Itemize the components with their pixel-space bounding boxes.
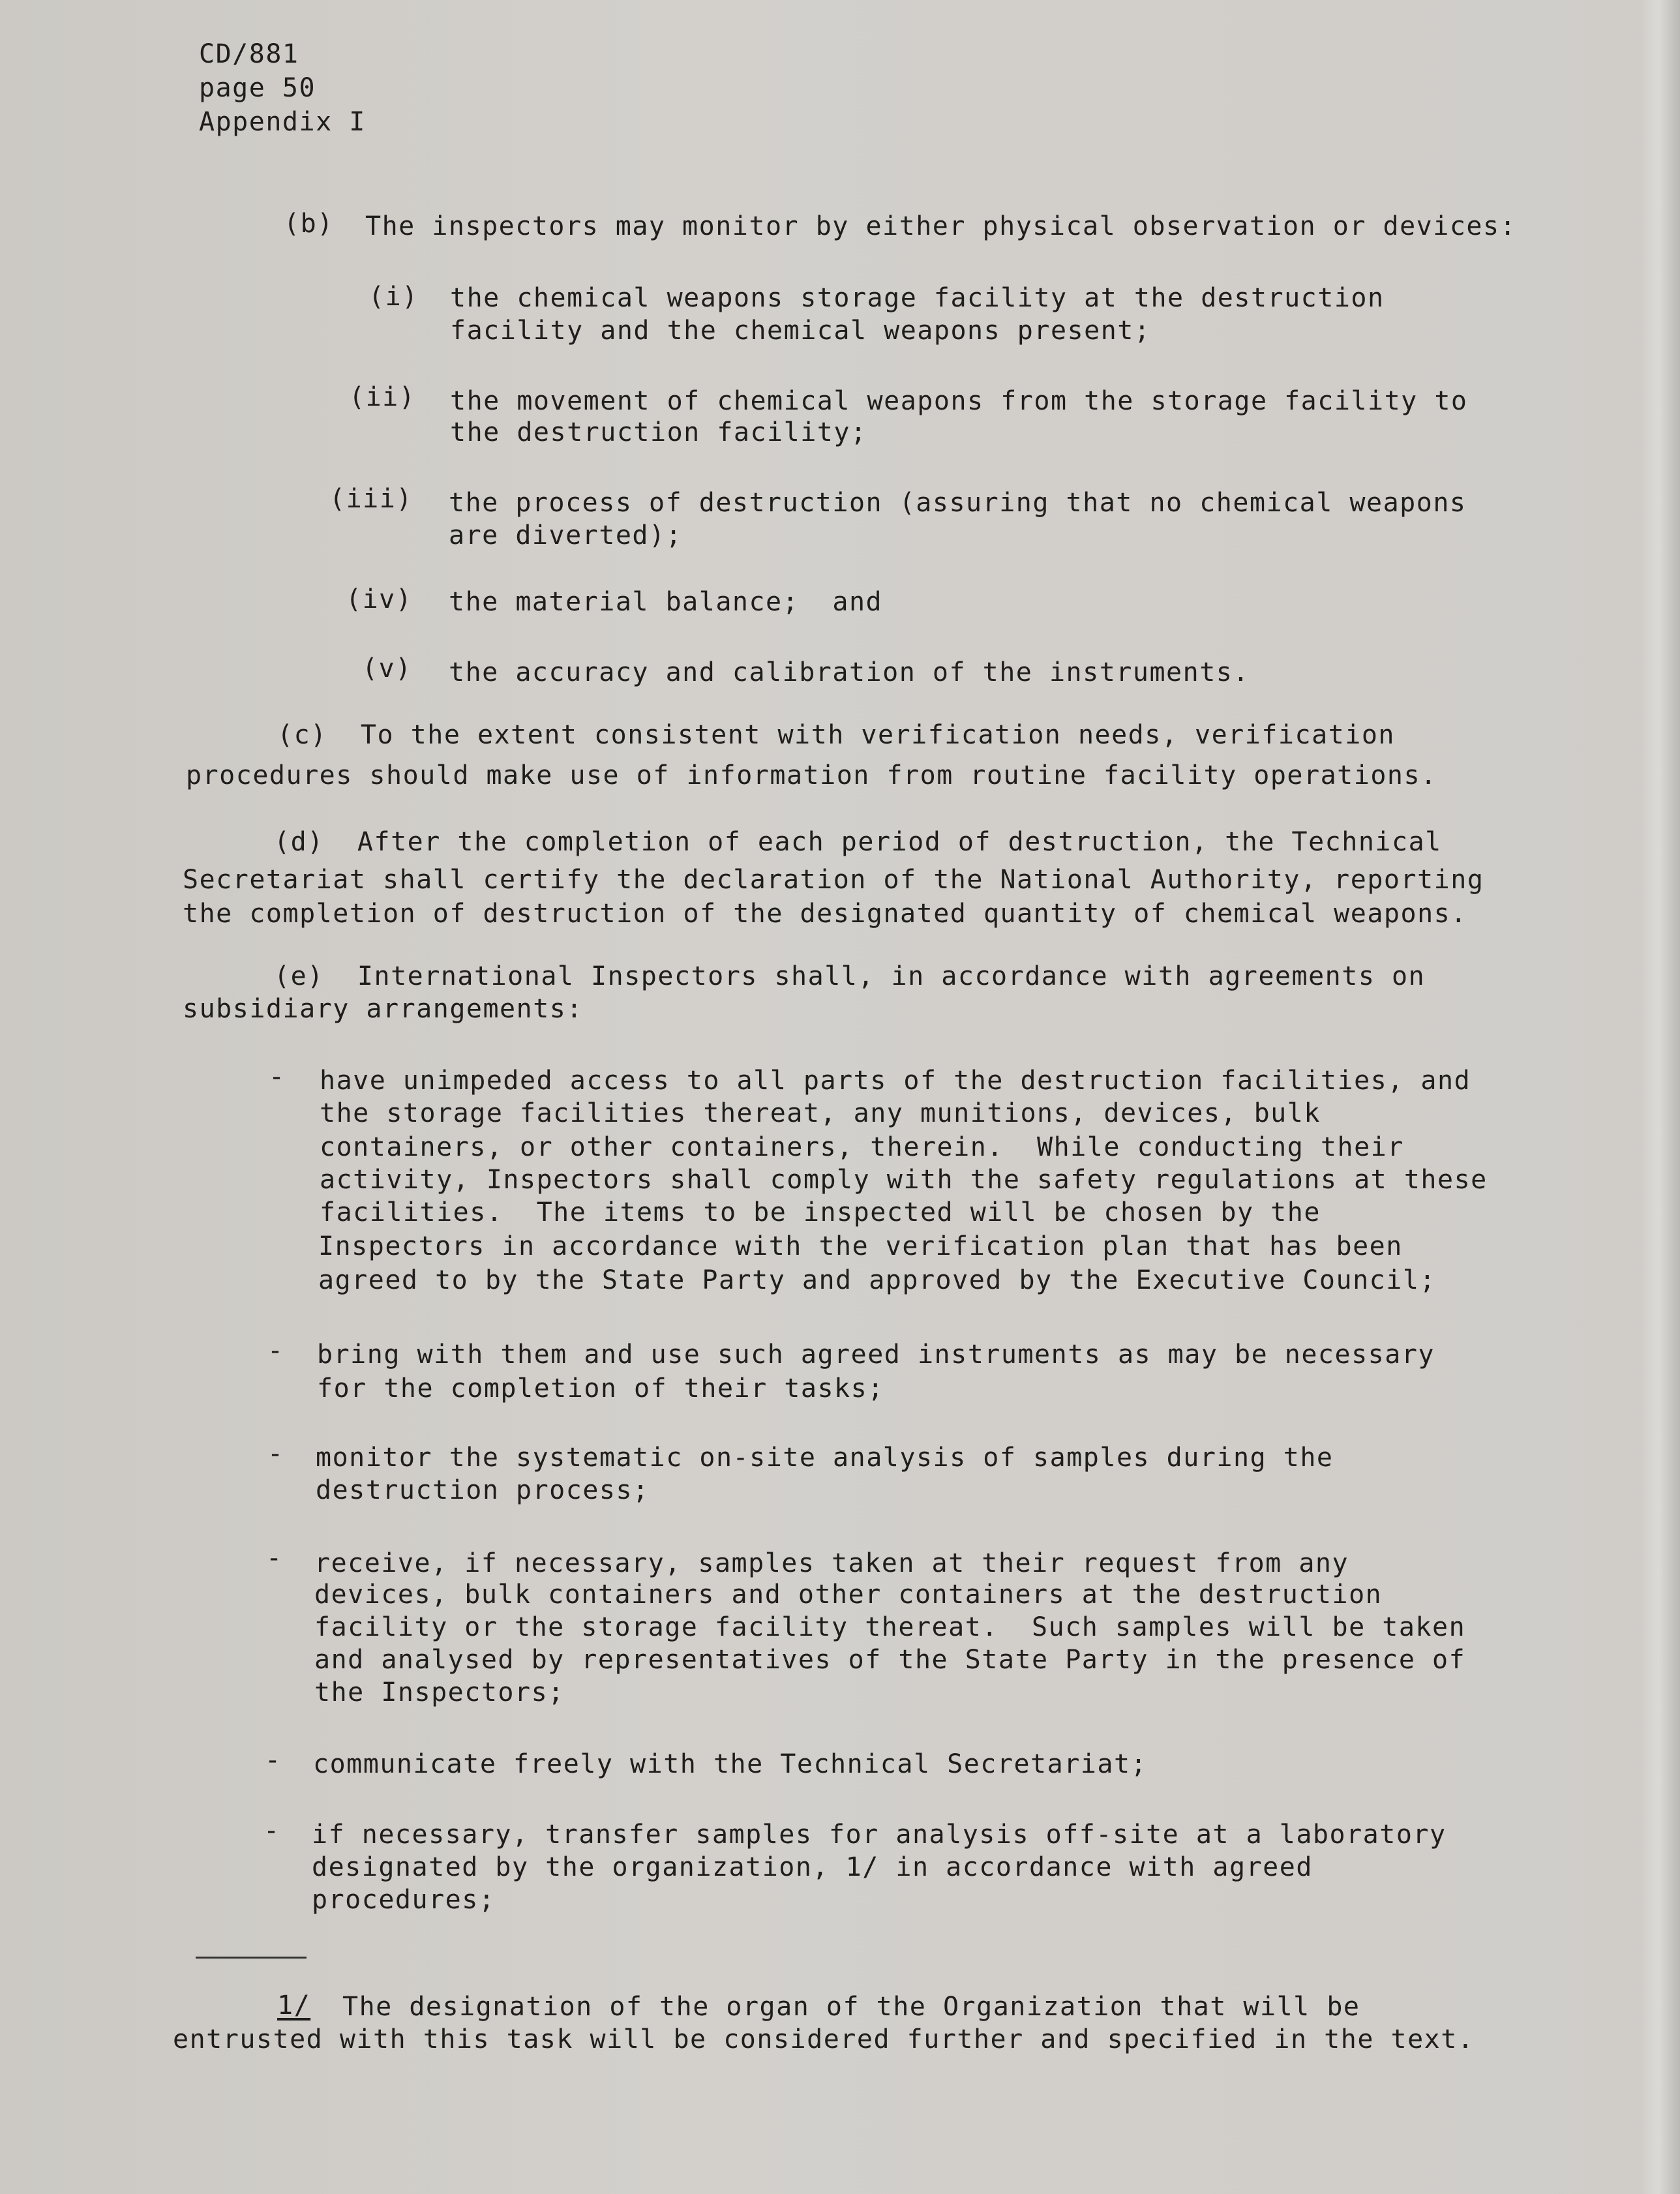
- bullet-line: communicate freely with the Technical Secretariat;: [313, 1749, 1148, 1779]
- bullet-dash: -: [266, 1543, 283, 1573]
- item-iv-line: the material balance; and: [449, 587, 883, 617]
- bullet-line: the Inspectors;: [314, 1677, 565, 1707]
- para-e-line: subsidiary arrangements:: [183, 994, 583, 1024]
- footnote-line: entrusted with this task will be considered further and specified in the text.: [173, 2024, 1475, 2054]
- page-edge-shading: [1641, 0, 1680, 2194]
- item-i-line: the chemical weapons storage facility at the destruction: [450, 283, 1385, 313]
- footnote-line: The designation of the organ of the Organization that will be: [342, 1992, 1360, 2022]
- para-c-line: (c) To the extent consistent with verification needs, verification: [277, 720, 1395, 750]
- bullet-line: receive, if necessary, samples taken at their request from any: [314, 1548, 1349, 1578]
- para-d-line: (d) After the completion of each period of destruction, the Technical: [274, 827, 1442, 857]
- item-i-num: (i): [368, 282, 419, 312]
- bullet-line: and analysed by representatives of the State Party in the presence of: [314, 1645, 1466, 1675]
- bullet-line: activity, Inspectors shall comply with the safety regulations at these: [320, 1165, 1488, 1195]
- bullet-line: Inspectors in accordance with the verification plan that has been: [318, 1231, 1403, 1261]
- bullet-line: if necessary, transfer samples for analysis off-site at a laboratory: [312, 1820, 1447, 1850]
- doc-number: CD/881: [199, 39, 299, 69]
- para-d-line: the completion of destruction of the designated quantity of chemical weapons.: [183, 899, 1467, 929]
- bullet-line: facility or the storage facility thereat. Such samples will be taken: [314, 1612, 1466, 1642]
- item-ii-num: (ii): [349, 382, 416, 412]
- footnote-marker: 1/: [277, 1991, 311, 2021]
- bullet-line: have unimpeded access to all parts of the destruction facilities, and: [320, 1066, 1471, 1096]
- bullet-line: destruction process;: [316, 1475, 650, 1505]
- footnote-rule: [196, 1957, 307, 1959]
- page-number: page 50: [199, 73, 316, 103]
- bullet-dash: -: [267, 1439, 284, 1469]
- bullet-line: agreed to by the State Party and approved by the Executive Council;: [318, 1265, 1436, 1295]
- item-v-line: the accuracy and calibration of the instruments.: [449, 657, 1250, 687]
- bullet-line: designated by the organization, 1/ in accordance with agreed: [312, 1852, 1313, 1882]
- para-b-label: (b): [284, 209, 334, 239]
- para-b-text: The inspectors may monitor by either physical observation or devices:: [365, 211, 1517, 241]
- bullet-line: devices, bulk containers and other containers at the destruction: [314, 1580, 1383, 1610]
- item-v-num: (v): [362, 654, 412, 684]
- item-iii-line: the process of destruction (assuring that no chemical weapons: [449, 488, 1467, 518]
- item-ii-line: the destruction facility;: [450, 417, 867, 447]
- bullet-dash: -: [263, 1816, 280, 1846]
- item-iii-num: (iii): [329, 484, 413, 514]
- bullet-line: the storage facilities thereat, any munitions, devices, bulk: [320, 1098, 1321, 1128]
- bullet-line: facilities. The items to be inspected will be chosen by the: [320, 1197, 1321, 1227]
- bullet-line: for the completion of their tasks;: [317, 1374, 884, 1404]
- para-d-line: Secretariat shall certify the declaration of the National Authority, reporting: [183, 865, 1484, 895]
- para-e-line: (e) International Inspectors shall, in accordance with agreements on: [274, 961, 1426, 991]
- bullet-line: containers, or other containers, therein. While conducting their: [320, 1132, 1404, 1162]
- bullet-dash: -: [267, 1336, 284, 1366]
- bullet-dash: -: [269, 1062, 286, 1092]
- para-c-line: procedures should make use of information from routine facility operations.: [186, 760, 1437, 790]
- bullet-line: procedures;: [312, 1885, 496, 1915]
- appendix-label: Appendix I: [199, 107, 366, 137]
- item-iv-num: (iv): [346, 584, 413, 614]
- item-ii-line: the movement of chemical weapons from the storage facility to: [450, 386, 1468, 416]
- item-iii-line: are diverted);: [449, 520, 683, 550]
- item-i-line: facility and the chemical weapons present;: [450, 316, 1151, 346]
- bullet-line: bring with them and use such agreed instruments as may be necessary: [317, 1340, 1435, 1370]
- bullet-line: monitor the systematic on-site analysis of samples during the: [316, 1443, 1334, 1473]
- bullet-dash: -: [265, 1745, 282, 1775]
